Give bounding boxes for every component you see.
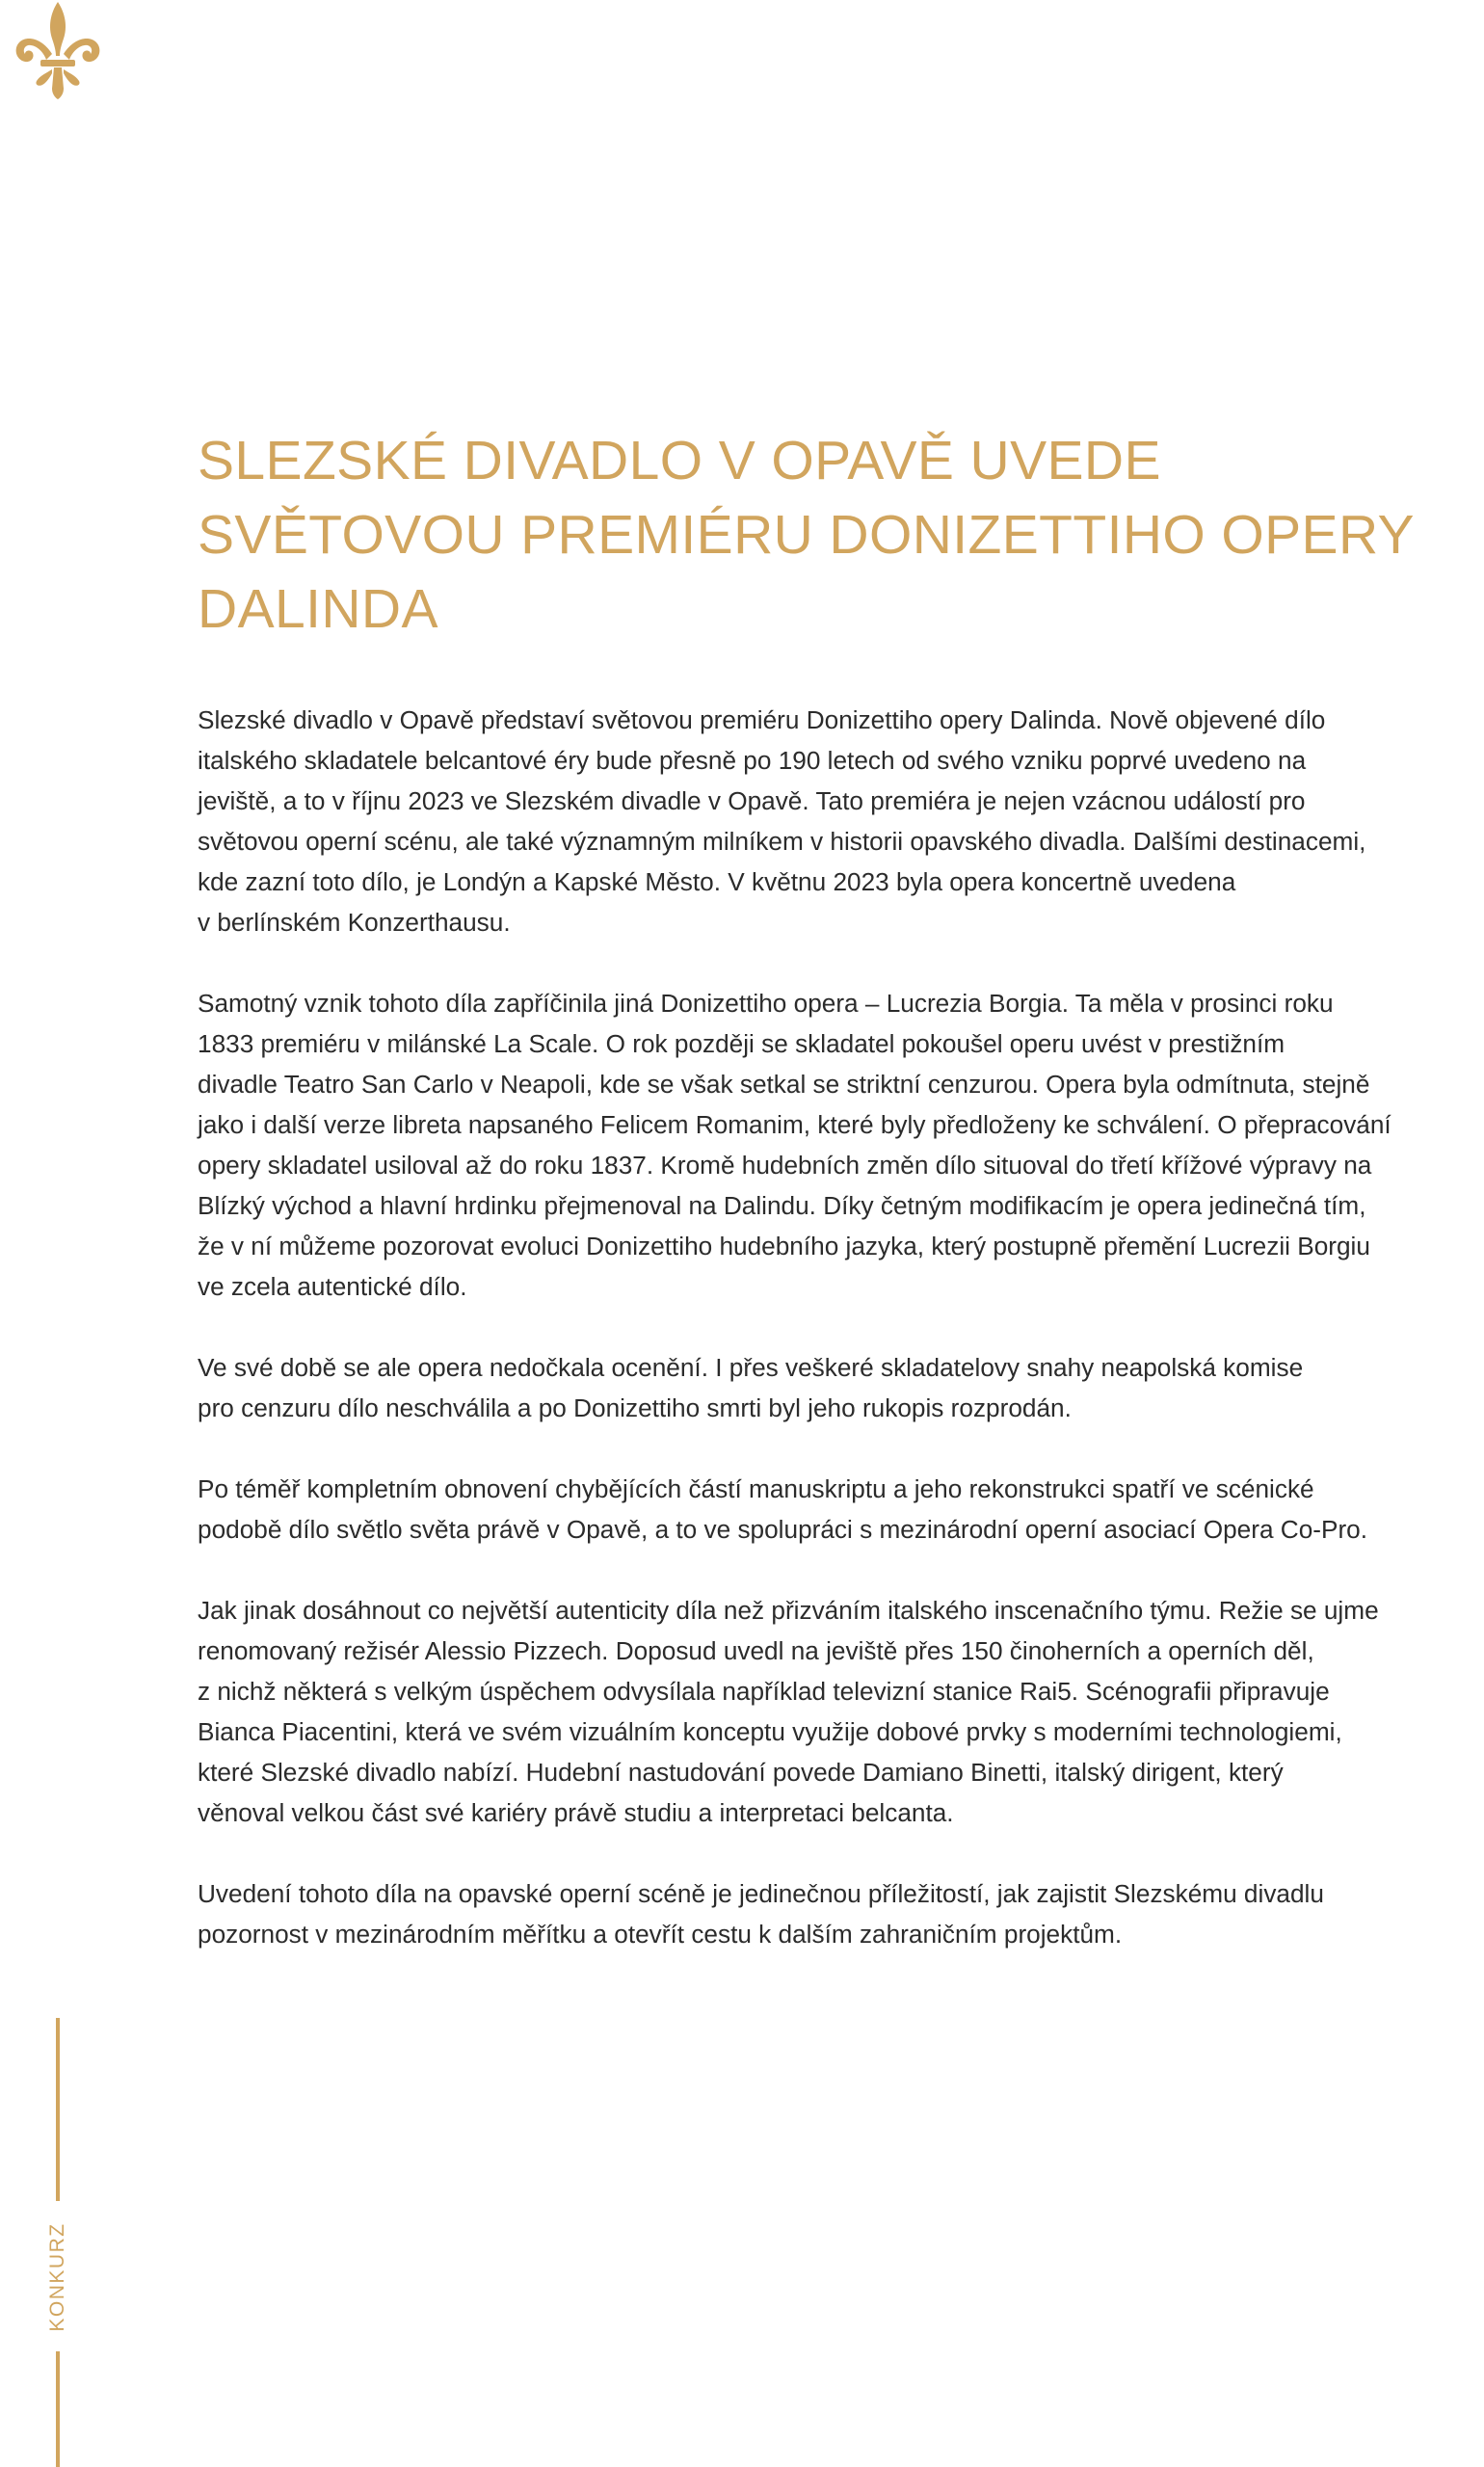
text-line: Uvedení tohoto díla na opavské operní scéně je jedinečnou příležitostí, jak zajistit Slezskému divadlu (198, 1879, 1324, 1908)
text-line: jako i další verze libreta napsaného Felicem Romanim, které byly předloženy ke schválení. O přepracování (198, 1110, 1391, 1139)
sidebar-divider-bottom (56, 2351, 60, 2467)
text-line: že v ní můžeme pozorovat evoluci Donizettiho hudebního jazyka, který postupně přemění Lucrezii Borgiu (198, 1232, 1370, 1260)
text-line: pozornost v mezinárodním měřítku a otevřít cestu k dalším zahraničním projektům. (198, 1920, 1123, 1949)
text-line: kde zazní toto dílo, je Londýn a Kapské Město. V květnu 2023 byla opera koncertně uvedena (198, 867, 1236, 896)
fleur-de-lis-icon (13, 0, 102, 100)
article-title-line: SVĚTOVOU PREMIÉRU DONIZETTIHO OPERY (198, 504, 1415, 566)
paragraph-intro (198, 700, 1441, 942)
paragraph-team (198, 1590, 1441, 1833)
text-line: pro cenzuru dílo neschválila a po Donizettiho smrti byl jeho rukopis rozprodán. (198, 1393, 1072, 1422)
section-label: KONKURZ (46, 2222, 68, 2332)
text-line: Samotný vznik tohoto díla zapříčinila jiná Donizettiho opera – Lucrezia Borgia. Ta měla v prosinci roku (198, 989, 1334, 1018)
text-line: Jak jinak dosáhnout co největší autenticity díla než přizváním italského inscenačního týmu. Režie se ujme (198, 1596, 1379, 1625)
article-body (198, 700, 1441, 1954)
sidebar-divider-top (56, 2018, 60, 2201)
article (198, 424, 1441, 1995)
text-line: Blízký východ a hlavní hrdinku přejmenoval na Dalindu. Díky četným modifikacím je opera jedinečná tím, (198, 1191, 1366, 1220)
text-line: v berlínském Konzerthausu. (198, 908, 511, 937)
text-line: podobě dílo světlo světa právě v Opavě, a to ve spolupráci s mezinárodní operní asociací Opera Co-Pro. (198, 1515, 1368, 1544)
text-line: italského skladatele belcantové éry bude přesně po 190 letech od svého vzniku poprvé uvedeno na (198, 746, 1307, 775)
article-title-line: DALINDA (198, 578, 438, 640)
article-title-line: SLEZSKÉ DIVADLO V OPAVĚ UVEDE (198, 430, 1161, 491)
text-line: renomovaný režisér Alessio Pizzech. Doposud uvedl na jeviště přes 150 činoherních a operních děl, (198, 1636, 1314, 1665)
article-title (198, 424, 1441, 647)
text-line: jeviště, a to v říjnu 2023 ve Slezském divadle v Opavě. Tato premiéra je nejen vzácnou událostí pro (198, 786, 1306, 815)
text-line: 1833 premiéru v milánské La Scale. O rok později se skladatel pokoušel operu uvést v prestižním (198, 1029, 1285, 1058)
text-line: opery skladatel usiloval až do roku 1837. Kromě hudebních změn dílo situoval do třetí křížové výpravy na (198, 1151, 1372, 1180)
paragraph-reconstruction (198, 1469, 1441, 1550)
text-line: světovou operní scénu, ale také významným milníkem v historii opavského divadla. Dalšími destinacemi, (198, 827, 1366, 856)
text-line: Slezské divadlo v Opavě představí světovou premiéru Donizettiho opery Dalinda. Nově objevené dílo (198, 705, 1326, 734)
paragraph-history (198, 983, 1441, 1307)
paragraph-censorship (198, 1347, 1441, 1428)
text-line: Bianca Piacentini, která ve svém vizuálním konceptu využije dobové prvky s moderními technologiemi, (198, 1717, 1342, 1746)
text-line: Ve své době se ale opera nedočkala ocenění. I přes veškeré skladatelovy snahy neapolská komise (198, 1353, 1304, 1382)
text-line: Po téměř kompletním obnovení chybějících částí manuskriptu a jeho rekonstrukci spatří ve scénické (198, 1474, 1314, 1503)
text-line: které Slezské divadlo nabízí. Hudební nastudování povede Damiano Binetti, italský dirigent, který (198, 1758, 1284, 1787)
paragraph-conclusion (198, 1873, 1441, 1954)
text-line: věnoval velkou část své kariéry právě studiu a interpretaci belcanta. (198, 1798, 954, 1827)
text-line: divadle Teatro San Carlo v Neapoli, kde se však setkal se striktní cenzurou. Opera byla odmítnuta, stejně (198, 1070, 1370, 1099)
text-line: z nichž některá s velkým úspěchem odvysílala například televizní stanice Rai5. Scénografii připravuje (198, 1677, 1330, 1706)
text-line: ve zcela autentické dílo. (198, 1272, 467, 1301)
